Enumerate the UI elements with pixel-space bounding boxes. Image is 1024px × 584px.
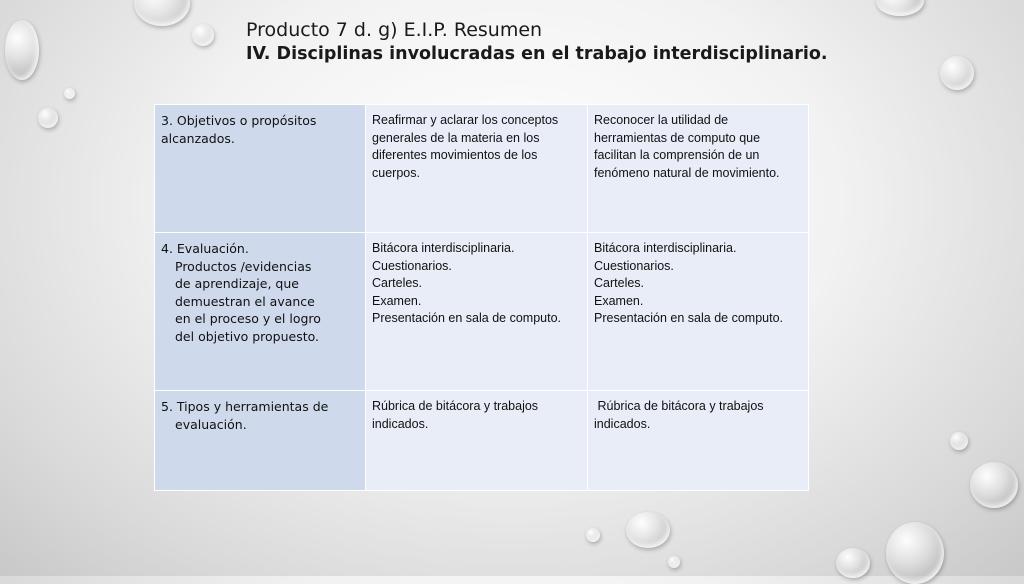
title-line-2: IV. Disciplinas involucradas en el trabajo interdisciplinario. — [246, 44, 828, 64]
discipline-1-cell — [366, 233, 588, 391]
cell-text-line: Carteles. — [594, 276, 645, 290]
cell-text-line: diferentes movimientos de los — [372, 148, 538, 162]
cell-text-line: Bitácora interdisciplinaria. — [594, 241, 737, 255]
water-drop-decoration — [38, 108, 58, 128]
cell-text-line: Examen. — [594, 293, 644, 308]
cell-text-line: en el proceso y el logro — [175, 311, 321, 326]
discipline-1-cell — [366, 105, 588, 233]
table-row — [155, 391, 809, 491]
discipline-2-cell — [588, 105, 809, 233]
water-drop-decoration — [876, 0, 924, 16]
water-drop-decoration — [64, 88, 75, 99]
cell-text-line: Carteles. — [372, 276, 423, 290]
cell-text-line: 4. Evaluación. — [161, 241, 249, 256]
row-label-cell — [155, 105, 366, 233]
cell-text-line: demuestran el avance — [175, 293, 315, 309]
water-drop-decoration — [970, 462, 1018, 508]
water-drop-decoration — [950, 432, 968, 450]
cell-text-line: Cuestionarios. — [372, 258, 452, 273]
discipline-1-cell — [366, 391, 588, 491]
cell-text-line: del objetivo propuesto. — [175, 328, 320, 344]
water-drop-decoration — [192, 24, 214, 46]
water-drop-decoration — [836, 548, 870, 578]
cell-text-line: generales de la materia en los — [372, 130, 540, 145]
cell-text-line: facilitan la comprensión de un — [594, 148, 760, 162]
water-drop-decoration — [586, 528, 600, 542]
water-drop-decoration — [668, 556, 680, 568]
water-drop-decoration — [626, 512, 670, 548]
cell-text-line: Bitácora interdisciplinaria. — [372, 241, 515, 255]
row-label-cell — [155, 233, 366, 391]
cell-text-line: de aprendizaje, que — [175, 276, 299, 291]
cell-text-line: fenómeno natural de movimiento. — [594, 165, 780, 180]
cell-text-line: evaluación. — [175, 416, 247, 432]
water-drop-decoration — [5, 20, 39, 80]
water-drop-decoration — [940, 56, 974, 90]
cell-text-line: Reafirmar y aclarar los conceptos — [372, 113, 559, 127]
cell-text-line: herramientas de computo que — [594, 130, 761, 145]
cell-text-line: Productos /evidencias — [175, 258, 312, 274]
cell-text-line: 3. Objetivos o propósitos alcanzados. — [161, 113, 317, 146]
cell-text-line: Rúbrica de bitácora y trabajos — [372, 399, 539, 413]
summary-table — [154, 104, 809, 491]
cell-text-line: Examen. — [372, 293, 422, 308]
row-label-cell — [155, 391, 366, 491]
water-drop-decoration — [134, 0, 190, 26]
cell-text-line: 5. Tipos y herramientas de — [161, 399, 329, 414]
cell-text-line: Cuestionarios. — [594, 258, 674, 273]
cell-text-line: Rúbrica de bitácora y trabajos — [594, 399, 764, 413]
discipline-2-cell — [588, 391, 809, 491]
cell-text-line: Presentación en sala de computo. — [594, 311, 784, 325]
cell-text-line: indicados. — [594, 416, 651, 431]
table-row — [155, 233, 809, 391]
discipline-2-cell — [588, 233, 809, 391]
cell-text-line: Presentación en sala de computo. — [372, 311, 562, 325]
table-row — [155, 105, 809, 233]
cell-text-line: Reconocer la utilidad de — [594, 113, 729, 127]
slide-title — [246, 18, 828, 66]
cell-text-line: indicados. — [372, 416, 429, 431]
water-drop-decoration — [886, 522, 944, 584]
cell-text-line: cuerpos. — [372, 165, 420, 180]
title-line-1: Producto 7 d. g) E.I.P. Resumen — [246, 19, 543, 41]
